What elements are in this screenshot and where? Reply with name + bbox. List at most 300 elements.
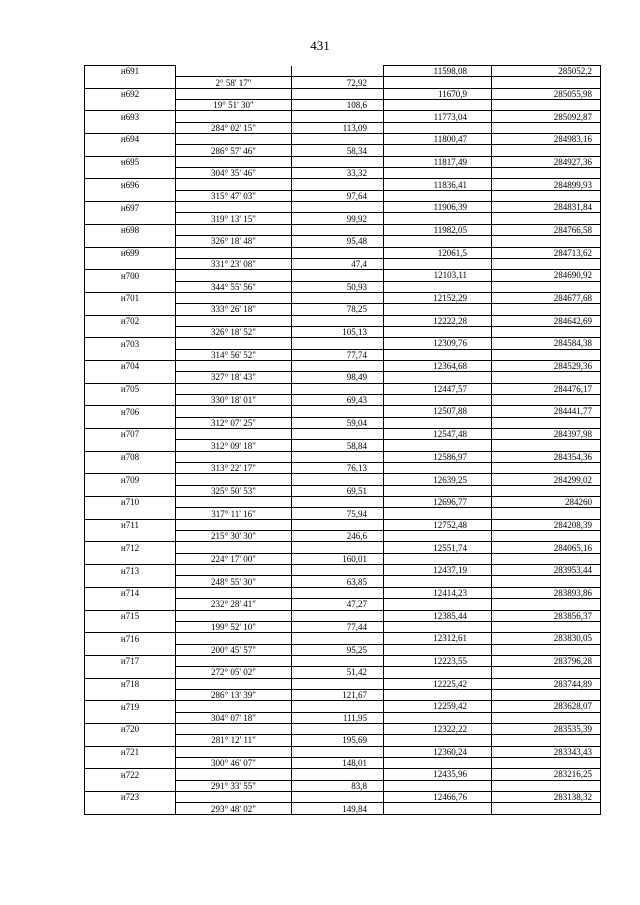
table-row: [85, 587, 601, 598]
point-name-cell: н712: [85, 542, 176, 553]
direction-angle-cell: 286° 13' 39": [176, 689, 292, 700]
empty-cell: [292, 224, 384, 235]
point-name-cell: н702: [85, 315, 176, 326]
table-row: [85, 270, 601, 281]
direction-angle-cell: 224° 17' 00": [176, 553, 292, 564]
distance-cell: 69,51: [292, 485, 384, 496]
distance-cell: 83,8: [292, 780, 384, 791]
distance-cell: 75,94: [292, 508, 384, 519]
x-coordinate-cell: 11836,41: [384, 179, 492, 190]
empty-cell: [292, 610, 384, 621]
point-name-cell: н697: [85, 202, 176, 213]
point-name-cell: н694: [85, 134, 176, 145]
empty-cell: [492, 372, 601, 383]
point-name-cell: н707: [85, 429, 176, 440]
point-name-cell: н717: [85, 655, 176, 666]
coordinates-table-body: [85, 66, 601, 815]
empty-cell: [384, 190, 492, 201]
empty-cell: [292, 338, 384, 349]
empty-cell: [492, 757, 601, 768]
table-row: [85, 701, 601, 712]
empty-cell: [384, 168, 492, 179]
empty-cell: [292, 519, 384, 530]
empty-cell: [292, 474, 384, 485]
empty-cell: [384, 803, 492, 814]
point-name-cell: н719: [85, 701, 176, 712]
distance-cell: 72,92: [292, 77, 384, 88]
table-row: [85, 77, 601, 88]
empty-cell: [176, 587, 292, 598]
empty-cell: [176, 247, 292, 258]
table-row: [85, 66, 601, 77]
empty-cell: [384, 417, 492, 428]
point-name-cell: н721: [85, 746, 176, 757]
point-name-cell: н723: [85, 792, 176, 803]
distance-cell: 121,67: [292, 689, 384, 700]
distance-cell: 97,64: [292, 190, 384, 201]
empty-cell: [85, 644, 176, 655]
empty-cell: [384, 553, 492, 564]
x-coordinate-cell: 11982,05: [384, 224, 492, 235]
empty-cell: [176, 156, 292, 167]
empty-cell: [85, 168, 176, 179]
empty-cell: [492, 281, 601, 292]
empty-cell: [85, 757, 176, 768]
distance-cell: 58,34: [292, 145, 384, 156]
direction-angle-cell: 19° 51' 30": [176, 100, 292, 111]
direction-angle-cell: 344° 55' 56": [176, 281, 292, 292]
page-number: 431: [310, 38, 330, 53]
direction-angle-cell: 314° 56' 52": [176, 349, 292, 360]
x-coordinate-cell: 12312,61: [384, 633, 492, 644]
table-row: [85, 100, 601, 111]
y-coordinate-cell: 284299,02: [492, 474, 601, 485]
empty-cell: [384, 712, 492, 723]
y-coordinate-cell: 283856,37: [492, 610, 601, 621]
empty-cell: [384, 281, 492, 292]
table-row: [85, 599, 601, 610]
x-coordinate-cell: 12466,76: [384, 792, 492, 803]
table-row: [85, 463, 601, 474]
point-name-cell: н703: [85, 338, 176, 349]
empty-cell: [85, 326, 176, 337]
empty-cell: [492, 576, 601, 587]
distance-cell: 149,84: [292, 803, 384, 814]
empty-cell: [292, 723, 384, 734]
empty-cell: [176, 746, 292, 757]
empty-cell: [292, 701, 384, 712]
table-row: [85, 621, 601, 632]
direction-angle-cell: 2° 58' 17": [176, 77, 292, 88]
point-name-cell: н709: [85, 474, 176, 485]
distance-cell: 63,85: [292, 576, 384, 587]
table-row: [85, 474, 601, 485]
empty-cell: [292, 769, 384, 780]
empty-cell: [176, 701, 292, 712]
empty-cell: [85, 100, 176, 111]
empty-cell: [384, 349, 492, 360]
table-row: [85, 429, 601, 440]
empty-cell: [176, 179, 292, 190]
x-coordinate-cell: 12061,5: [384, 247, 492, 258]
x-coordinate-cell: 12507,88: [384, 406, 492, 417]
table-row: [85, 179, 601, 190]
empty-cell: [292, 565, 384, 576]
y-coordinate-cell: 284983,16: [492, 134, 601, 145]
table-row: [85, 190, 601, 201]
empty-cell: [384, 372, 492, 383]
y-coordinate-cell: 284677,68: [492, 292, 601, 303]
distance-cell: 95,25: [292, 644, 384, 655]
y-coordinate-cell: 284476,17: [492, 383, 601, 394]
point-name-cell: н705: [85, 383, 176, 394]
empty-cell: [85, 394, 176, 405]
empty-cell: [85, 508, 176, 519]
table-row: [85, 315, 601, 326]
direction-angle-cell: 312° 07' 25": [176, 417, 292, 428]
distance-cell: 77,44: [292, 621, 384, 632]
empty-cell: [85, 190, 176, 201]
empty-cell: [176, 678, 292, 689]
empty-cell: [176, 655, 292, 666]
distance-cell: 50,93: [292, 281, 384, 292]
y-coordinate-cell: 284899,93: [492, 179, 601, 190]
direction-angle-cell: 304° 35' 46": [176, 168, 292, 179]
x-coordinate-cell: 12322,22: [384, 723, 492, 734]
empty-cell: [176, 769, 292, 780]
distance-cell: 47,27: [292, 599, 384, 610]
table-row: [85, 111, 601, 122]
table-row: [85, 202, 601, 213]
empty-cell: [492, 394, 601, 405]
empty-cell: [176, 610, 292, 621]
y-coordinate-cell: 284397,98: [492, 429, 601, 440]
table-row: [85, 326, 601, 337]
empty-cell: [176, 88, 292, 99]
empty-cell: [176, 270, 292, 281]
table-row: [85, 792, 601, 803]
distance-cell: 33,32: [292, 168, 384, 179]
empty-cell: [292, 156, 384, 167]
distance-cell: 78,25: [292, 304, 384, 315]
empty-cell: [292, 497, 384, 508]
table-row: [85, 735, 601, 746]
empty-cell: [492, 712, 601, 723]
empty-cell: [176, 111, 292, 122]
empty-cell: [492, 77, 601, 88]
empty-cell: [292, 542, 384, 553]
direction-angle-cell: 327° 18' 43": [176, 372, 292, 383]
empty-cell: [384, 485, 492, 496]
table-row: [85, 236, 601, 247]
empty-cell: [176, 542, 292, 553]
empty-cell: [176, 406, 292, 417]
point-name-cell: н715: [85, 610, 176, 621]
empty-cell: [384, 780, 492, 791]
direction-angle-cell: 200° 45' 57": [176, 644, 292, 655]
empty-cell: [492, 122, 601, 133]
empty-cell: [85, 281, 176, 292]
empty-cell: [492, 621, 601, 632]
y-coordinate-cell: 285052,2: [492, 66, 601, 77]
empty-cell: [292, 111, 384, 122]
distance-cell: 246,6: [292, 531, 384, 542]
empty-cell: [176, 224, 292, 235]
distance-cell: 195,69: [292, 735, 384, 746]
x-coordinate-cell: 12103,11: [384, 270, 492, 281]
direction-angle-cell: 333° 26' 18": [176, 304, 292, 315]
table-row: [85, 406, 601, 417]
empty-cell: [292, 134, 384, 145]
point-name-cell: н692: [85, 88, 176, 99]
y-coordinate-cell: 284927,36: [492, 156, 601, 167]
direction-angle-cell: 199° 52' 10": [176, 621, 292, 632]
table-row: [85, 281, 601, 292]
table-row: [85, 497, 601, 508]
x-coordinate-cell: 11598,08: [384, 66, 492, 77]
empty-cell: [492, 735, 601, 746]
empty-cell: [176, 292, 292, 303]
empty-cell: [492, 463, 601, 474]
y-coordinate-cell: 283216,25: [492, 769, 601, 780]
empty-cell: [85, 122, 176, 133]
y-coordinate-cell: 284208,39: [492, 519, 601, 530]
distance-cell: 76,13: [292, 463, 384, 474]
point-name-cell: н720: [85, 723, 176, 734]
x-coordinate-cell: 11906,39: [384, 202, 492, 213]
y-coordinate-cell: 283744,89: [492, 678, 601, 689]
table-row: [85, 803, 601, 814]
x-coordinate-cell: 12547,48: [384, 429, 492, 440]
table-row: [85, 519, 601, 530]
empty-cell: [492, 145, 601, 156]
direction-angle-cell: 293° 48' 02": [176, 803, 292, 814]
x-coordinate-cell: 12437,19: [384, 565, 492, 576]
table-row: [85, 304, 601, 315]
y-coordinate-cell: 284713,62: [492, 247, 601, 258]
empty-cell: [292, 292, 384, 303]
empty-cell: [384, 531, 492, 542]
point-name-cell: н699: [85, 247, 176, 258]
distance-cell: 69,43: [292, 394, 384, 405]
x-coordinate-cell: 12414,23: [384, 587, 492, 598]
empty-cell: [176, 633, 292, 644]
x-coordinate-cell: 12752,48: [384, 519, 492, 530]
x-coordinate-cell: 11800,47: [384, 134, 492, 145]
table-row: [85, 213, 601, 224]
empty-cell: [492, 168, 601, 179]
empty-cell: [292, 451, 384, 462]
empty-cell: [292, 88, 384, 99]
empty-cell: [85, 145, 176, 156]
table-row: [85, 678, 601, 689]
y-coordinate-cell: 283535,39: [492, 723, 601, 734]
empty-cell: [292, 202, 384, 213]
empty-cell: [384, 644, 492, 655]
table-row: [85, 145, 601, 156]
empty-cell: [176, 519, 292, 530]
direction-angle-cell: 284° 02' 15": [176, 122, 292, 133]
empty-cell: [292, 429, 384, 440]
direction-angle-cell: 291° 33' 55": [176, 780, 292, 791]
empty-cell: [85, 712, 176, 723]
table-row: [85, 258, 601, 269]
empty-cell: [176, 565, 292, 576]
empty-cell: [292, 179, 384, 190]
empty-cell: [176, 451, 292, 462]
x-coordinate-cell: 12435,96: [384, 769, 492, 780]
table-row: [85, 134, 601, 145]
distance-cell: 51,42: [292, 667, 384, 678]
point-name-cell: н722: [85, 769, 176, 780]
direction-angle-cell: 300° 46' 07": [176, 757, 292, 768]
table-row: [85, 757, 601, 768]
table-row: [85, 394, 601, 405]
table-row: [85, 723, 601, 734]
x-coordinate-cell: 12447,57: [384, 383, 492, 394]
empty-cell: [292, 247, 384, 258]
empty-cell: [492, 531, 601, 542]
table-row: [85, 451, 601, 462]
x-coordinate-cell: 12309,76: [384, 338, 492, 349]
empty-cell: [85, 599, 176, 610]
empty-cell: [492, 213, 601, 224]
point-name-cell: н710: [85, 497, 176, 508]
empty-cell: [292, 678, 384, 689]
distance-cell: 105,13: [292, 326, 384, 337]
coordinates-table: [84, 65, 601, 815]
x-coordinate-cell: 11670,9: [384, 88, 492, 99]
empty-cell: [176, 474, 292, 485]
empty-cell: [85, 485, 176, 496]
empty-cell: [85, 780, 176, 791]
empty-cell: [292, 383, 384, 394]
y-coordinate-cell: 284584,38: [492, 338, 601, 349]
point-name-cell: н714: [85, 587, 176, 598]
distance-cell: 108,6: [292, 100, 384, 111]
empty-cell: [384, 145, 492, 156]
distance-cell: 113,09: [292, 122, 384, 133]
table-row: [85, 542, 601, 553]
x-coordinate-cell: 12586,97: [384, 451, 492, 462]
empty-cell: [292, 746, 384, 757]
empty-cell: [292, 270, 384, 281]
y-coordinate-cell: 283343,43: [492, 746, 601, 757]
table-row: [85, 383, 601, 394]
distance-cell: 77,74: [292, 349, 384, 360]
direction-angle-cell: 325° 50' 53": [176, 485, 292, 496]
empty-cell: [492, 304, 601, 315]
point-name-cell: н693: [85, 111, 176, 122]
point-name-cell: н711: [85, 519, 176, 530]
empty-cell: [292, 655, 384, 666]
x-coordinate-cell: 11773,04: [384, 111, 492, 122]
empty-cell: [85, 531, 176, 542]
direction-angle-cell: 281° 12' 11": [176, 735, 292, 746]
empty-cell: [85, 372, 176, 383]
y-coordinate-cell: 283628,07: [492, 701, 601, 712]
y-coordinate-cell: 285092,87: [492, 111, 601, 122]
x-coordinate-cell: 12259,42: [384, 701, 492, 712]
empty-cell: [292, 360, 384, 371]
empty-cell: [492, 440, 601, 451]
empty-cell: [85, 236, 176, 247]
direction-angle-cell: 326° 18' 48": [176, 236, 292, 247]
x-coordinate-cell: 12696,77: [384, 497, 492, 508]
empty-cell: [176, 202, 292, 213]
distance-cell: 98,49: [292, 372, 384, 383]
empty-cell: [492, 258, 601, 269]
empty-cell: [384, 258, 492, 269]
empty-cell: [85, 304, 176, 315]
table-row: [85, 485, 601, 496]
distance-cell: 160,01: [292, 553, 384, 564]
x-coordinate-cell: 12360,24: [384, 746, 492, 757]
y-coordinate-cell: 283893,86: [492, 587, 601, 598]
empty-cell: [176, 134, 292, 145]
empty-cell: [85, 735, 176, 746]
y-coordinate-cell: 284766,58: [492, 224, 601, 235]
y-coordinate-cell: 284690,92: [492, 270, 601, 281]
empty-cell: [492, 644, 601, 655]
direction-angle-cell: 232° 28' 41": [176, 599, 292, 610]
table-row: [85, 338, 601, 349]
table-row: [85, 224, 601, 235]
empty-cell: [492, 780, 601, 791]
empty-cell: [384, 757, 492, 768]
empty-cell: [85, 621, 176, 632]
empty-cell: [176, 315, 292, 326]
y-coordinate-cell: 284642,69: [492, 315, 601, 326]
empty-cell: [85, 553, 176, 564]
direction-angle-cell: 317° 11' 16": [176, 508, 292, 519]
y-coordinate-cell: 283830,05: [492, 633, 601, 644]
empty-cell: [292, 315, 384, 326]
direction-angle-cell: 330° 18' 01": [176, 394, 292, 405]
empty-cell: [384, 576, 492, 587]
point-name-cell: н706: [85, 406, 176, 417]
empty-cell: [492, 508, 601, 519]
x-coordinate-cell: 12222,28: [384, 315, 492, 326]
point-name-cell: н695: [85, 156, 176, 167]
empty-cell: [384, 689, 492, 700]
distance-cell: 99,92: [292, 213, 384, 224]
x-coordinate-cell: 12385,44: [384, 610, 492, 621]
table-row: [85, 88, 601, 99]
table-row: [85, 780, 601, 791]
y-coordinate-cell: 283138,32: [492, 792, 601, 803]
table-row: [85, 689, 601, 700]
point-name-cell: н696: [85, 179, 176, 190]
empty-cell: [85, 440, 176, 451]
x-coordinate-cell: 12364,68: [384, 360, 492, 371]
table-row: [85, 168, 601, 179]
table-row: [85, 655, 601, 666]
empty-cell: [85, 667, 176, 678]
table-row: [85, 565, 601, 576]
empty-cell: [292, 66, 384, 77]
empty-cell: [492, 689, 601, 700]
y-coordinate-cell: 284831,84: [492, 202, 601, 213]
empty-cell: [384, 621, 492, 632]
empty-cell: [176, 792, 292, 803]
y-coordinate-cell: 283953,44: [492, 565, 601, 576]
table-row: [85, 247, 601, 258]
empty-cell: [85, 77, 176, 88]
empty-cell: [85, 213, 176, 224]
empty-cell: [384, 122, 492, 133]
empty-cell: [85, 689, 176, 700]
